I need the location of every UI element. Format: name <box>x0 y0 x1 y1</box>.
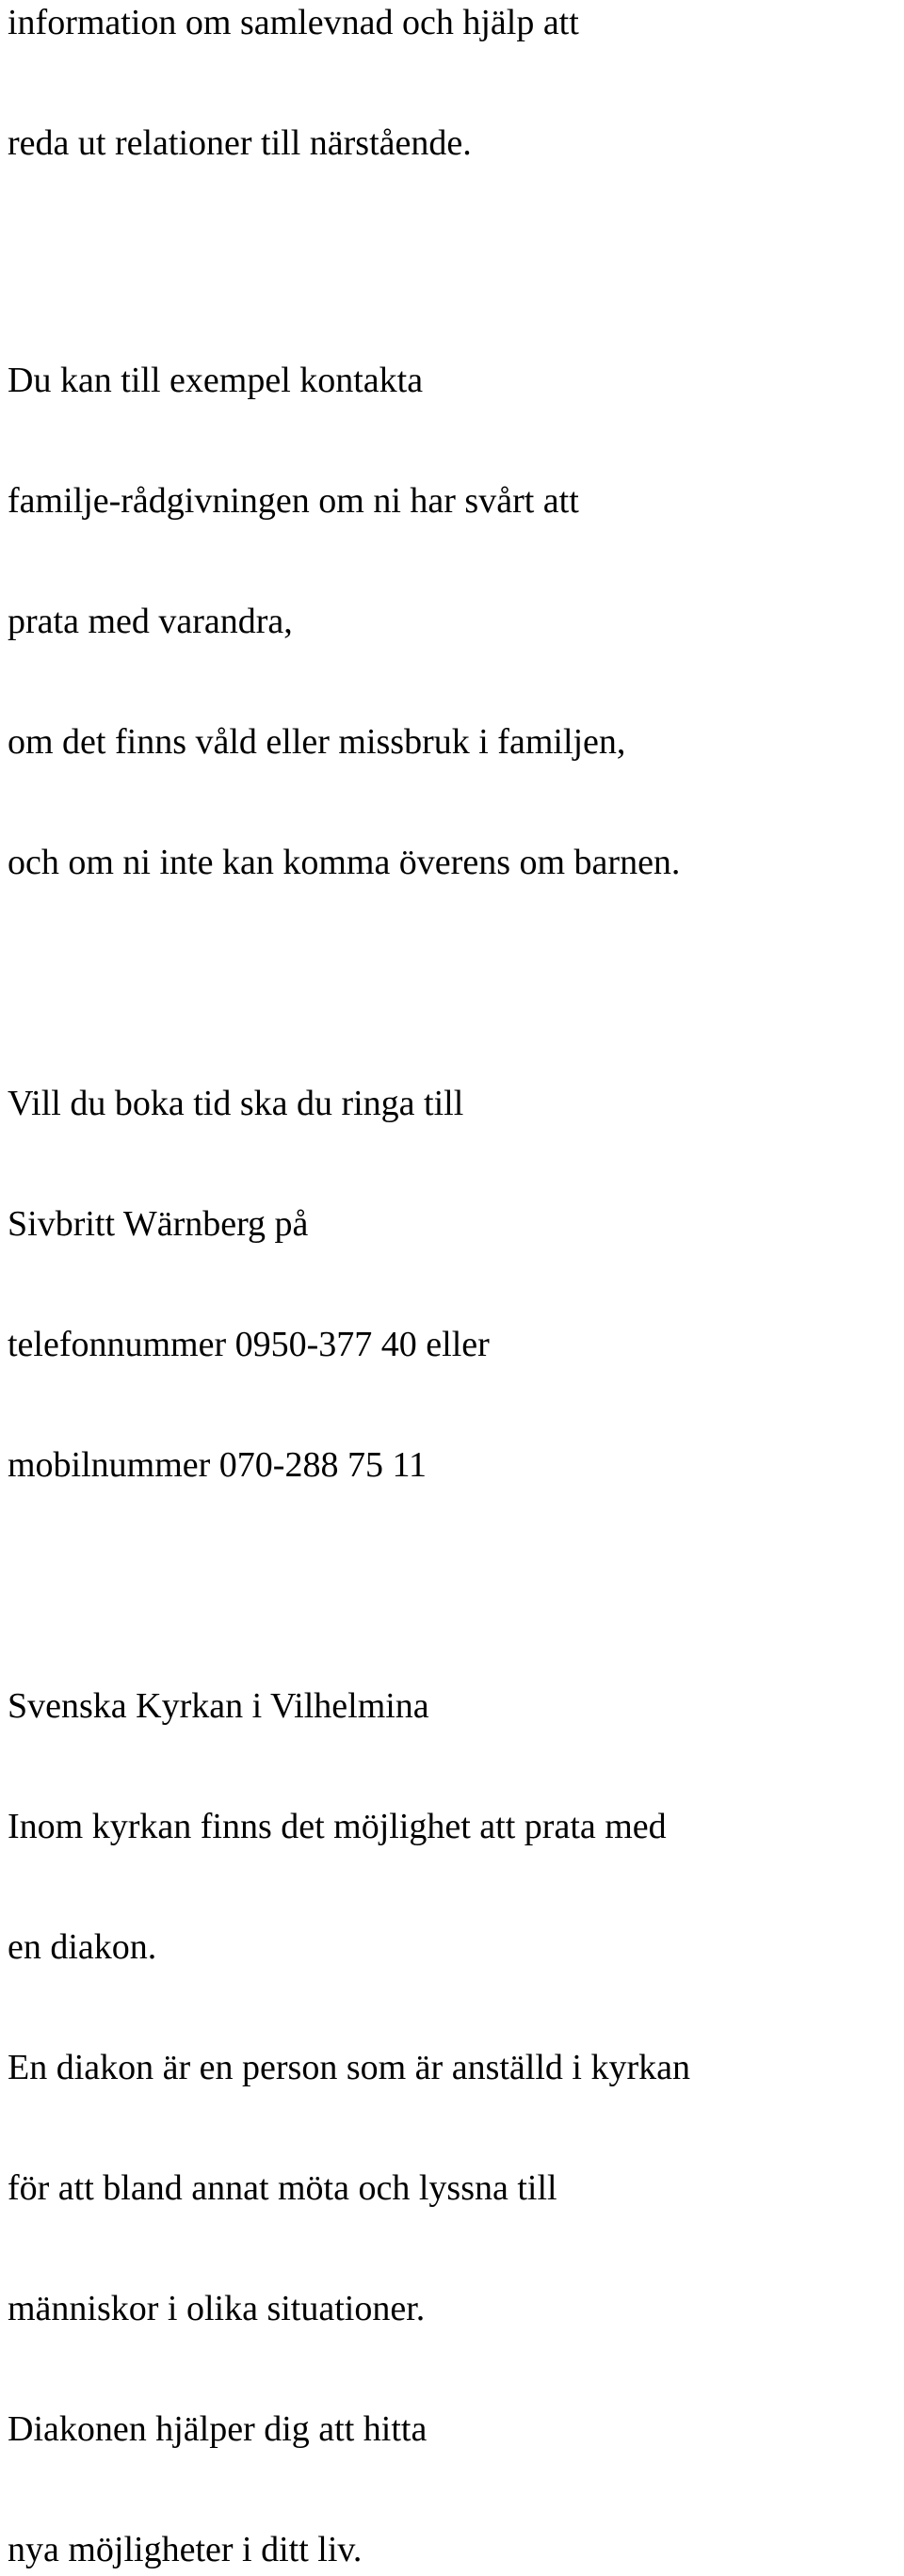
text-line: Vill du boka tid ska du ringa till <box>8 1084 464 1123</box>
text-line: och om ni inte kan komma överens om barnen. <box>8 843 681 882</box>
text-line: En diakon är en person som är anställd i kyrkan <box>8 2048 690 2087</box>
text-line: Diakonen hjälper dig att hitta <box>8 2409 428 2449</box>
text-line: information om samlevnad och hjälp att <box>8 3 579 42</box>
text-line: nya möjligheter i ditt liv. <box>8 2530 363 2569</box>
text-line: människor i olika situationer. <box>8 2289 426 2328</box>
text-line: för att bland annat möta och lyssna till <box>8 2168 557 2208</box>
text-line: familje-rådgivningen om ni har svårt att <box>8 481 579 521</box>
text-line: telefonnummer 0950-377 40 eller <box>8 1325 490 1364</box>
text-line: prata med varandra, <box>8 602 293 641</box>
text-line: Sivbritt Wärnberg på <box>8 1204 309 1244</box>
text-line: mobilnummer 070-288 75 11 <box>8 1445 428 1485</box>
text-line: en diakon. <box>8 1927 157 1967</box>
text-line: om det finns våld eller missbruk i familjen, <box>8 722 626 762</box>
text-line: Du kan till exempel kontakta <box>8 361 424 400</box>
text-line: Inom kyrkan finns det möjlighet att prata med <box>8 1807 667 1846</box>
text-line: reda ut relationer till närstående. <box>8 123 472 163</box>
text-line: Svenska Kyrkan i Vilhelmina <box>8 1686 429 1726</box>
